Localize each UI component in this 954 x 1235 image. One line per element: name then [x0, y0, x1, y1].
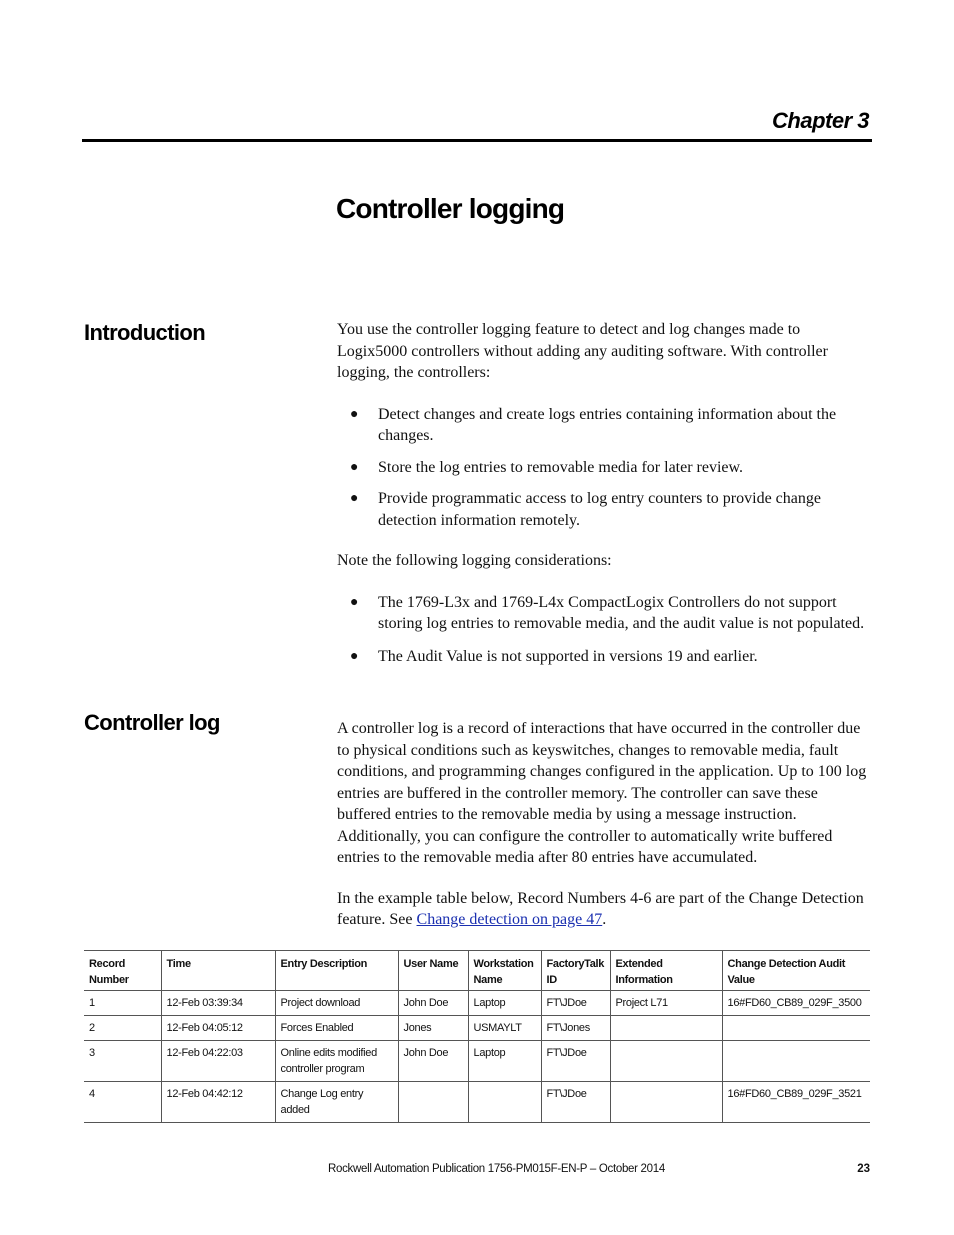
list-item: ● The 1769-L3x and 1769-L4x CompactLogix Controllers do not support storing log entries to removable media, and the audit value is not populated.	[350, 593, 865, 632]
table-cell: USMAYLT	[468, 1016, 541, 1041]
considerations-paragraph: Note the following logging considerations:	[337, 552, 612, 569]
introduction-bullet-list	[337, 404, 872, 532]
considerations-bullet-list	[337, 592, 872, 668]
table-cell: FT\JDoe	[541, 1041, 610, 1082]
introduction-paragraph: You use the controller logging feature to detect and log changes made to Logix5000 controllers without adding any auditing software. With controller logging, the controllers:	[337, 321, 828, 381]
table-cell: 16#FD60_CB89_029F_3500	[722, 991, 870, 1016]
introduction-heading: Introduction	[84, 320, 206, 345]
column-header: FactoryTalk ID	[541, 951, 610, 991]
table-cell: 12-Feb 03:39:34	[161, 991, 275, 1016]
table-cell: Laptop	[468, 991, 541, 1016]
table-cell	[722, 1016, 870, 1041]
table-row	[84, 1041, 870, 1082]
table-cell: FT\JDoe	[541, 991, 610, 1016]
table-cell: Online edits modified controller program	[275, 1041, 398, 1082]
column-header: Record Number	[84, 951, 161, 991]
table-cell: 16#FD60_CB89_029F_3521	[722, 1082, 870, 1123]
table-cell: Project download	[275, 991, 398, 1016]
column-header: Workstation Name	[468, 951, 541, 991]
footer-publication: Rockwell Automation Publication 1756-PM015F-EN-P – October 2014	[328, 1163, 665, 1175]
table-cell	[610, 1016, 722, 1041]
table-row	[84, 1082, 870, 1123]
table-row	[84, 991, 870, 1016]
chapter-label: Chapter 3	[772, 108, 869, 133]
table-cell: Change Log entry added	[275, 1082, 398, 1123]
list-item: ● Detect changes and create logs entries containing information about the changes.	[350, 405, 837, 444]
table-cell: FT\Jones	[541, 1016, 610, 1041]
list-item: ● Store the log entries to removable media for later review.	[337, 457, 872, 479]
table-cell	[468, 1082, 541, 1123]
table-cell: Jones	[398, 1016, 468, 1041]
table-cell	[610, 1041, 722, 1082]
table-cell: Project L71	[610, 991, 722, 1016]
bullet-icon: ●	[350, 459, 359, 475]
list-item: ● The Audit Value is not supported in versions 19 and earlier.	[337, 646, 872, 668]
controller-log-heading: Controller log	[84, 710, 220, 735]
table-header-row	[84, 951, 870, 991]
column-header: Change Detection Audit Value	[722, 951, 870, 991]
bullet-icon: ●	[350, 648, 359, 664]
introduction-body	[337, 319, 872, 667]
controller-log-table	[84, 950, 870, 1123]
column-header: User Name	[398, 951, 468, 991]
table-cell	[398, 1082, 468, 1123]
controller-log-paragraph: A controller log is a record of interactions that have occurred in the controller due to physical conditions such as keyswitches, changes to removable media, fault conditions, and programming changes configured in the application. Up to 100 log entries are buffered in the controller memory. The controller can save these buffered entries to the removable media by using a message instruction. Additionally, you can configure the controller to automatically write buffered entries to the removable media after 80 entries have accumulated.	[337, 720, 867, 866]
table-cell: 4	[84, 1082, 161, 1123]
controller-log-body	[337, 718, 872, 931]
table-cell: 1	[84, 991, 161, 1016]
table-cell: John Doe	[398, 991, 468, 1016]
table-cell: 12-Feb 04:05:12	[161, 1016, 275, 1041]
table-cell: 12-Feb 04:42:12	[161, 1082, 275, 1123]
list-item: ● Provide programmatic access to log entry counters to provide change detection information remotely.	[350, 490, 821, 529]
column-header: Entry Description	[275, 951, 398, 991]
chapter-rule	[82, 139, 872, 142]
bullet-icon: ●	[350, 491, 359, 506]
table-cell: 2	[84, 1016, 161, 1041]
table-cell: 12-Feb 04:22:03	[161, 1041, 275, 1082]
example-table-paragraph: In the example table below, Record Numbers 4-6 are part of the Change Detection feature. See Change detection on page 47.	[337, 889, 864, 928]
table-cell: 3	[84, 1041, 161, 1082]
bullet-icon: ●	[350, 406, 359, 422]
table-cell	[610, 1082, 722, 1123]
table-cell: Laptop	[468, 1041, 541, 1082]
column-header: Time	[161, 951, 275, 991]
page-title: Controller logging	[336, 193, 565, 224]
table-cell: FT\JDoe	[541, 1082, 610, 1123]
table-cell: Forces Enabled	[275, 1016, 398, 1041]
footer-page-number: 23	[857, 1163, 870, 1175]
change-detection-link[interactable]: Change detection on page 47	[416, 911, 603, 928]
table-row	[84, 1016, 870, 1041]
table-cell	[722, 1041, 870, 1082]
bullet-icon: ●	[350, 594, 359, 610]
column-header: Extended Information	[610, 951, 722, 991]
table-cell: John Doe	[398, 1041, 468, 1082]
